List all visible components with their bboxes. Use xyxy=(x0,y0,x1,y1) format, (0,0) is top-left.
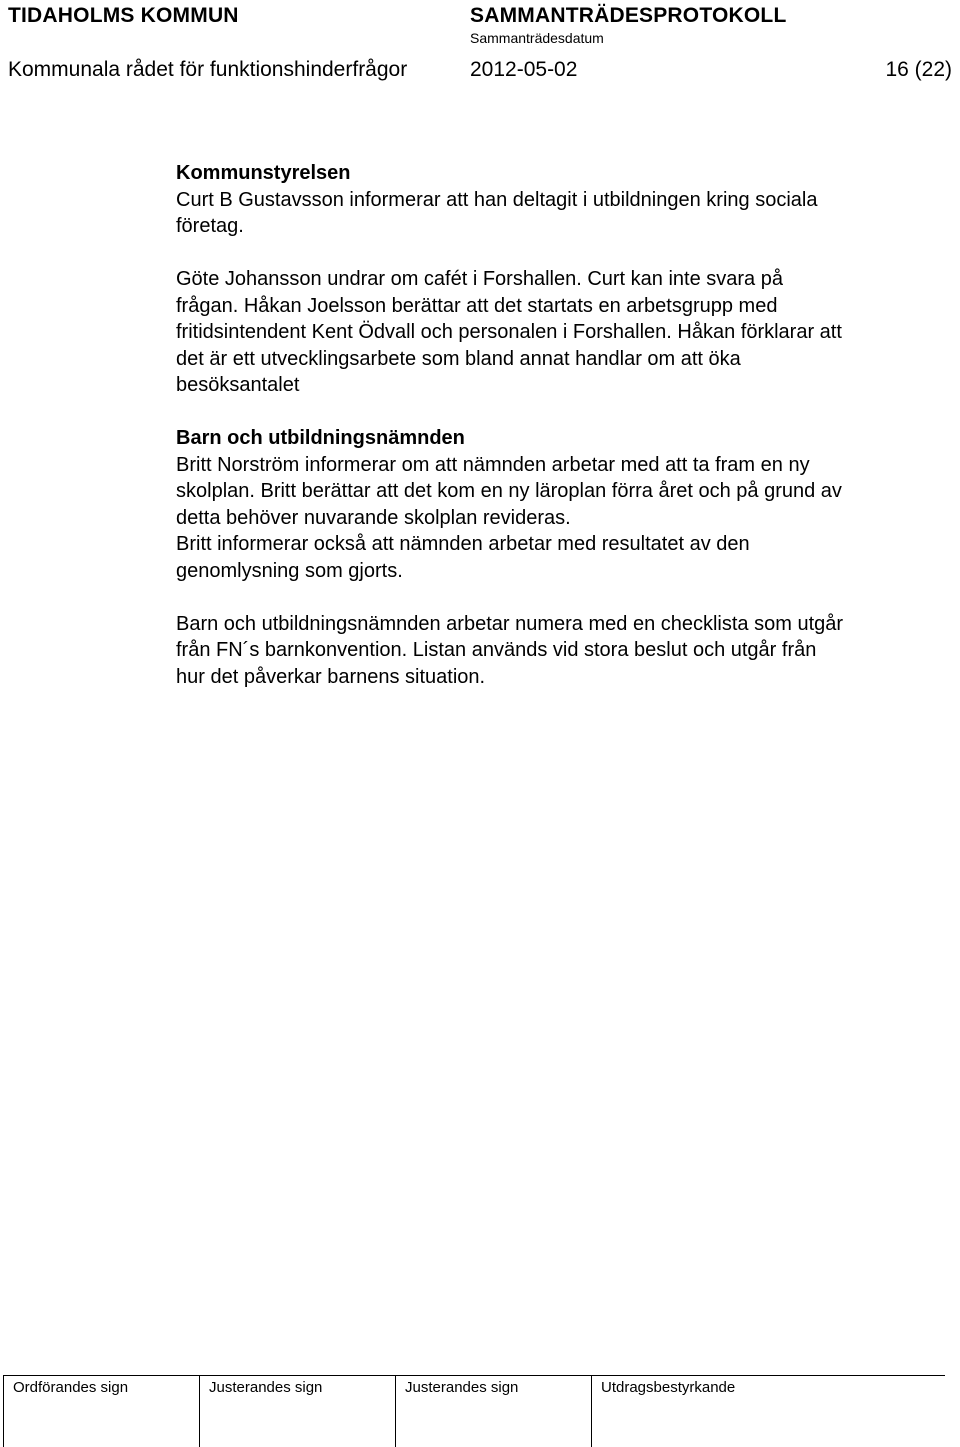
paragraph: Curt B Gustavsson informerar att han deltagit i utbildningen kring sociala företag. xyxy=(176,188,818,237)
signature-footer xyxy=(3,1375,945,1447)
signature-box-certification xyxy=(591,1375,946,1447)
section-heading: Barn och utbildningsnämnden xyxy=(176,427,465,449)
section-kommunstyrelsen xyxy=(176,160,948,399)
signature-box-adjuster-2 xyxy=(395,1375,592,1447)
signature-box-adjuster-1 xyxy=(199,1375,396,1447)
section-heading: Kommunstyrelsen xyxy=(176,162,351,184)
signature-label: Ordförandes sign xyxy=(13,1379,129,1396)
document-type: SAMMANTRÄDESPROTOKOLL xyxy=(470,4,787,27)
paragraph: Britt Norström informerar om att nämnden arbetar med att ta fram en ny skolplan. Britt berättar att det kom en ny läroplan förra året och på grund av detta behöver nuvarande skolplan revideras. Britt informerar också att nämnden arbetar med resultatet av den genomlysning som gjorts. xyxy=(176,453,842,582)
paragraph: Barn och utbildningsnämnden arbetar numera med en checklista som utgår från FN´s barnkonvention. Listan används vid stora beslut och utgår från hur det påverkar barnens situation. xyxy=(176,612,844,688)
organization-name: TIDAHOLMS KOMMUN xyxy=(8,4,239,27)
page-number: 16 (22) xyxy=(885,58,952,81)
committee-name: Kommunala rådet för funktionshinderfrågor xyxy=(8,58,408,81)
signature-box-chair xyxy=(3,1375,200,1447)
signature-label: Justerandes sign xyxy=(209,1379,323,1396)
signature-label: Utdragsbestyrkande xyxy=(601,1379,736,1396)
date-label: Sammanträdesdatum xyxy=(470,30,604,46)
protocol-body xyxy=(176,160,948,690)
paragraph: Göte Johansson undrar om cafét i Forshallen. Curt kan inte svara på frågan. Håkan Joelsson berättar att det startats en arbetsgrupp med fritidsintendent Kent Ödvall och personalen i Forshallen. Håkan förklarar att det är ett utvecklingsarbete som bland annat handlar om att öka besöksantalet xyxy=(176,268,842,396)
meeting-date: 2012-05-02 xyxy=(470,58,578,81)
section-barn-och-utbildningsnamnden xyxy=(176,425,948,690)
signature-label: Justerandes sign xyxy=(405,1379,519,1396)
